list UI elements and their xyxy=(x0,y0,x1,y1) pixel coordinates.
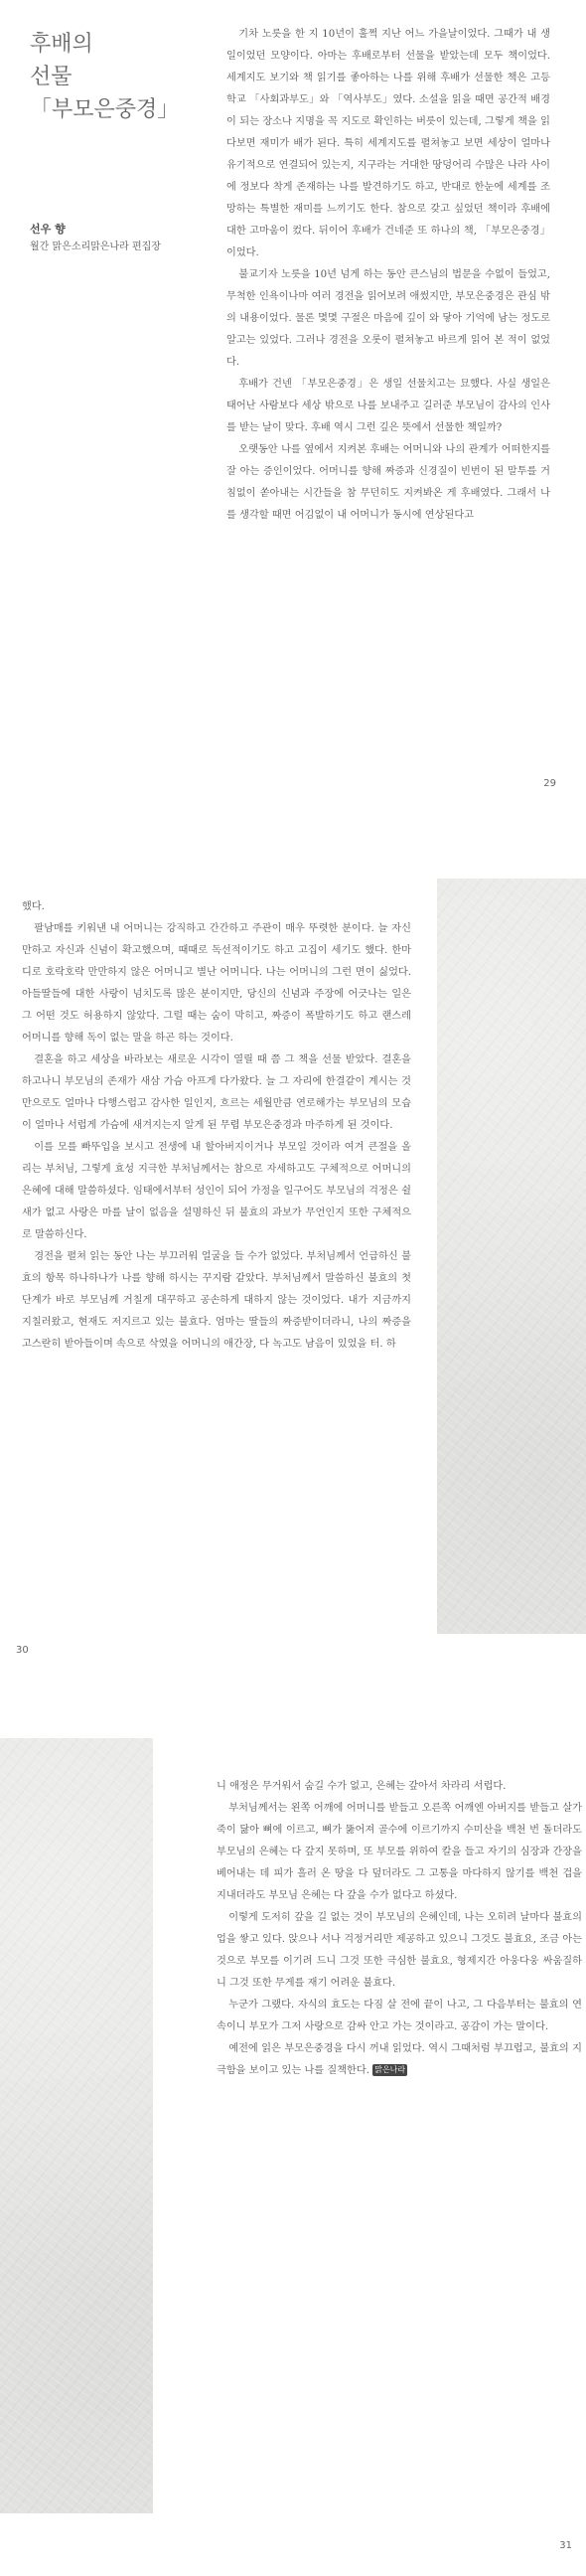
page-number: 30 xyxy=(16,1645,29,1656)
article-title-line: 선물 xyxy=(30,65,73,89)
article-title-line: 「부모은중경」 xyxy=(30,97,180,122)
body-paragraph: 니 애정은 무거워서 숨길 수가 없고, 은혜는 갚아서 차라리 서럽다. xyxy=(217,1781,507,1792)
page-number: 31 xyxy=(559,2540,572,2551)
article-title-line: 후배의 xyxy=(30,32,93,57)
article-title xyxy=(30,28,179,126)
body-paragraph: 부처님께서는 왼쪽 어깨에 어머니를 받들고 오른쪽 어깨엔 아버지를 받들고 살가죽이 닳아 뼈에 이르고, 뼈가 뚫어져 골수에 이르기까지 수미산을 백천 번 돌더라도 부모님의 은혜는 다 갚지 못하며, 또 부모를 위하여 칼을 들고 자기의 심장과 간장을 베어내는 데 피가 흘러 온 땅을 다 덮더라도 그 고통을 마다하지 않기를 백천 겁을 지내더라도 부모님 은혜는 다 갚을 수가 없다고 하셨다. xyxy=(217,1803,582,1901)
body-column xyxy=(226,24,550,527)
body-paragraph: 결혼을 하고 세상을 바라보는 새로운 시각이 열릴 때 쯤 그 책을 선물 받았다. 결혼을 하고나니 부모님의 존재가 새삼 가슴 아프게 다가왔다. 늘 그 자리에 한결같이 계시는 것만으로도 얼마나 다행스럽고 감사한 일인지, 흐르는 세월만큼 연로해가는 부모님의 모습이 얼마나 서럽게 가슴에 새겨지는지 알게 된 무렵 부모은중경과 마주하게 된 것이다. xyxy=(22,1054,411,1131)
page-30 xyxy=(0,859,586,1717)
body-paragraph: 이렇게 도저히 갚을 길 없는 것이 부모님의 은혜인데, 나는 오히려 날마다 불효의 업을 쌓고 있다. 앉으나 서나 걱정거리만 제공하고 있으니 그것도 불효요, 조금 아는 것으로 부모를 이기려 드니 그것 또한 극심한 불효요, 형제지간 아웅다웅 싸움질하니 그것 또한 무게를 재기 어려운 불효다. xyxy=(217,1912,582,1989)
author-name: 선우 향 xyxy=(30,223,66,236)
page-31 xyxy=(0,1717,586,2576)
body-paragraph: 후배가 건넨 「부모은중경」은 생일 선물치고는 묘했다. 사실 생일은 태어난 사람보다 세상 밖으로 나를 보내주고 길러준 부모님이 감사의 인사를 받는 날이 맞다. 후배 역시 그런 깊은 뜻에서 선물한 책일까? xyxy=(226,379,550,433)
body-paragraph: 불교기자 노릇을 10년 넘게 하는 동안 큰스님의 법문을 수없이 들었고, 무척한 인욕이나마 여러 경전을 읽어보려 애썼지만, 부모은중경은 관심 밖의 내용이었다. 물론 몇몇 구절은 마음에 깊이 와 닿아 기억에 남는 정도로 알고는 있었다. 그러나 경전을 오롯이 펼쳐놓고 바르게 읽어 본 적이 없었다. xyxy=(226,269,550,368)
body-paragraph xyxy=(217,2038,582,2082)
page-number: 29 xyxy=(543,778,556,789)
body-column xyxy=(22,896,411,1356)
body-column xyxy=(217,1776,582,2082)
body-paragraph: 이를 모를 빠뚜입을 보시고 전생에 내 할아버지이거나 부모일 것이라 여겨 큰절을 올리는 부처님, 그렇게 효성 지극한 부처님께서는 참으로 자세하고도 구체적으로 어머니의 은혜에 대해 말씀하셨다. 임태에서부터 성인이 되어 가정을 일구어도 부모님의 걱정은 쉴 새가 없고 사랑은 마를 날이 없음을 설명하신 뒤 불효의 과보가 무언인지 또한 구체적으로 말씀하신다. xyxy=(22,1142,411,1240)
body-paragraph: 했다. xyxy=(22,901,45,912)
end-mark-icon: 맑은나라 xyxy=(374,2065,406,2074)
body-paragraph: 오랫동안 나를 옆에서 지켜본 후배는 어머니와 나의 관계가 어떠한지를 잘 아는 증인이었다. 어머니를 향해 짜증과 신경질이 빈번이 된 말투를 거침없이 쏟아내는 시간들을 참 무던히도 지켜봐온 게 후배였다. 그래서 나를 생각할 때면 어김없이 내 어머니가 동시에 연상된다고 xyxy=(226,444,550,521)
page-29 xyxy=(0,0,586,859)
author-role: 월간 맑은소리맑은나라 편집장 xyxy=(30,242,161,252)
body-paragraph: 기차 노릇을 한 지 10년이 훌쩍 지난 어느 가을날이었다. 그때가 내 생일이었던 모양이다. 아마는 후배로부터 선물을 받았는데 모두 책이었다. 세계지도 보기와 책 읽기를 좋아하는 나를 위해 후배가 선물한 책은 고등학교 「사회과부도」와 「역사부도」였다. 소설을 읽을 때면 공간적 배경이 되는 장소나 지명을 꼭 지도로 확인하는 버릇이 있는데, 그렇게 책을 읽다보면 재미가 배가 된다. 특히 세계지도를 펼쳐놓고 보면 세상이 얼마나 유기적으로 연결되어 있는지, 지구라는 거대한 땅덩어리 수많은 나라 사이에 정보다 착게 존재하는 나를 발견하기도 하고, 반대로 한눈에 세계를 조망하는 특별한 재미를 느끼기도 한다. 참으로 갖고 싶었던 책이라 후배에 대한 고마움이 컸다. 뒤이어 후배가 건네준 또 하나의 책, 「부모은중경」이었다. xyxy=(226,29,550,258)
closing-paragraph-text: 예전에 읽은 부모은중경을 다시 꺼내 읽었다. 역시 그때처럼 부끄럽고, 불효의 지극함을 보이고 있는 나를 질책한다. xyxy=(217,2043,582,2076)
body-paragraph: 누군가 그랬다. 자식의 효도는 다짐 살 전에 끝이 나고, 그 다음부터는 불효의 연속이니 부모가 그저 사랑으로 감싸 안고 가는 것이라고. 공감이 가는 말이다. xyxy=(217,2000,582,2032)
paper-texture-panel xyxy=(437,879,586,1634)
author-block xyxy=(30,221,161,255)
body-paragraph: 팔남매를 키워낸 내 어머니는 강직하고 간간하고 주관이 매우 뚜렷한 분이다. 늘 자신만하고 자신과 신념이 확고했으며, 때때로 독선적이기도 하고 고집이 세기도 했다. 한마디로 호락호락 만만하지 않은 어머니고 별난 어머니다. 나는 어머니의 그런 면이 싫었다. 아들딸들에 대한 사랑이 넘치도록 많은 분이지만, 당신의 신념과 주장에 어긋나는 일은 그 어떤 것도 허용하지 않았다. 그럴 때는 숨이 막히고, 짜증이 폭발하기도 하고 랜스레 어머니를 향해 독이 없는 말을 하곤 하는 것이다. xyxy=(22,923,411,1044)
body-paragraph: 경전을 펼쳐 읽는 동안 나는 부끄러워 얼굴을 들 수가 없었다. 부처님께서 언급하신 불효의 항목 하나하나가 나를 향해 하시는 꾸지람 같았다. 부처님께서 말씀하신 불효의 첫 단계가 바로 부모님께 거칠게 대꾸하고 공손하게 대하지 않는 것이었다. 내가 지금까지 지칠러왔고, 현재도 저지르고 있는 불효다. 엄마는 딸들의 짜증받이더라니, 나의 짜증을 고스란히 받아들이며 속으로 삭였을 어머니의 애간장, 다 녹고도 남음이 있었을 터. 하 xyxy=(22,1251,411,1350)
paper-texture-panel xyxy=(0,1738,153,2513)
